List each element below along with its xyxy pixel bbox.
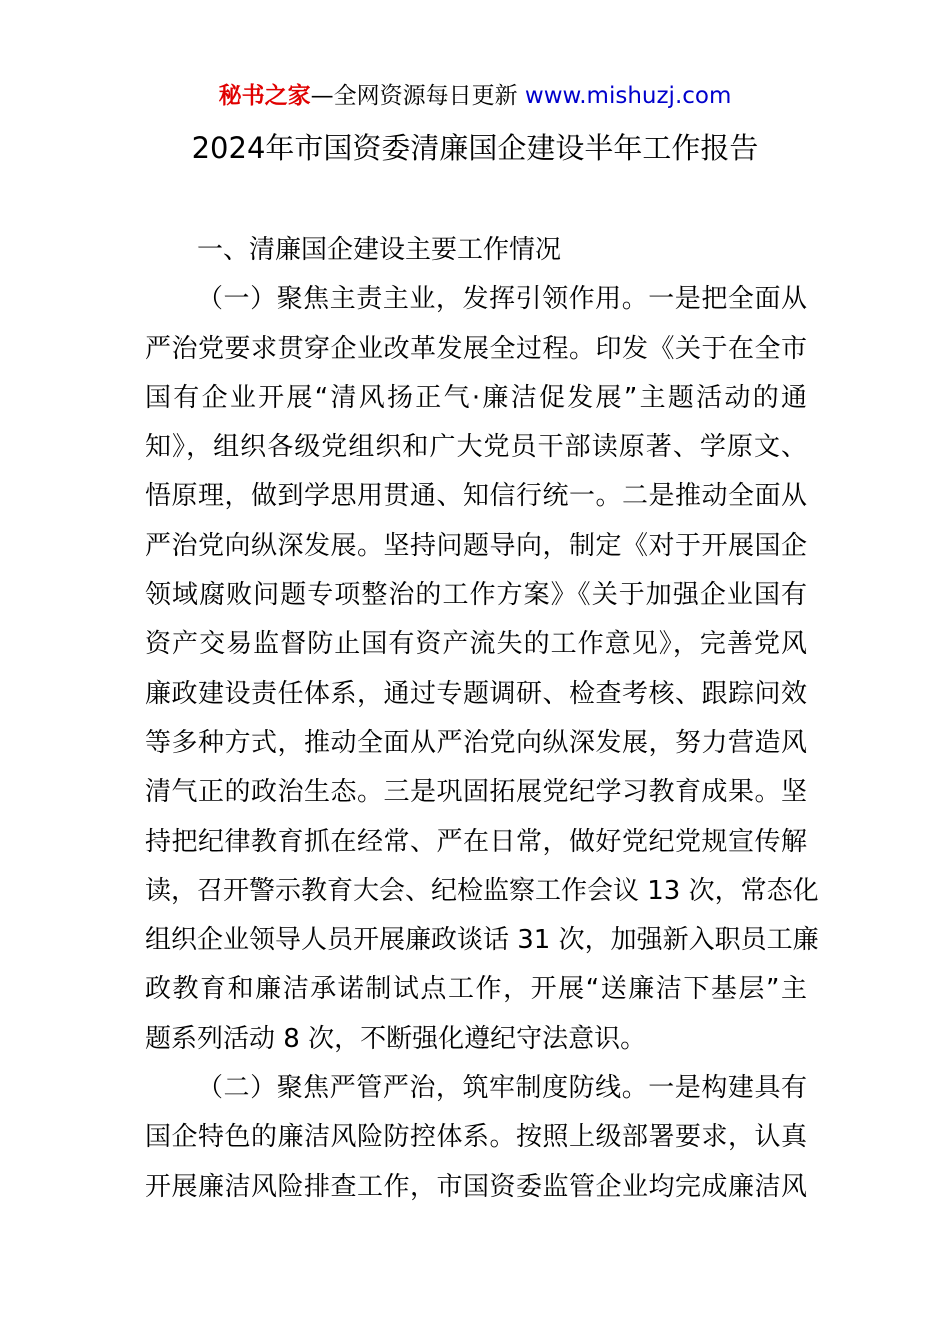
text-line: 等多种方式，推动全面从严治党向纵深发展，努力营造风 xyxy=(145,727,807,758)
text-line: 读，召开警示教育大会、纪检监察工作会议 13 次，常态化 xyxy=(145,875,819,906)
section-heading: 一、清廉国企建设主要工作情况 xyxy=(197,235,562,265)
document-body xyxy=(145,226,819,1212)
text-line: 清气正的政治生态。三是巩固拓展党纪学习教育成果。坚 xyxy=(145,777,807,808)
text-line: 组织企业领导人员开展廉政谈话 31 次，加强新入职员工廉 xyxy=(145,925,819,956)
document-title: 2024年市国资委清廉国企建设半年工作报告 xyxy=(191,131,759,165)
text-line: 严治党要求贯穿企业改革发展全过程。印发《关于在全市 xyxy=(145,333,807,364)
text-line: 政教育和廉洁承诺制试点工作，开展“送廉洁下基层”主 xyxy=(145,974,807,1005)
text-line: 资产交易监督防止国有资产流失的工作意见》，完善党风 xyxy=(145,629,807,660)
text-line: 廉政建设责任体系，通过专题调研、检查考核、跟踪问效 xyxy=(145,678,807,709)
site-url[interactable]: www.mishuzj.com xyxy=(524,83,732,109)
text-line: 国企特色的廉洁风险防控体系。按照上级部署要求，认真 xyxy=(145,1122,807,1153)
paragraph-1 xyxy=(145,275,819,1064)
paragraph-2 xyxy=(145,1064,807,1212)
text-line: 悟原理，做到学思用贯通、知信行统一。二是推动全面从 xyxy=(145,481,807,512)
text-line: 开展廉洁风险排查工作，市国资委监管企业均完成廉洁风 xyxy=(145,1171,807,1202)
site-tagline: —全网资源每日更新 xyxy=(310,83,518,109)
text-line: 国有企业开展“清风扬正气·廉洁促发展”主题活动的通 xyxy=(145,382,807,413)
text-line: 知》，组织各级党组织和广大党员干部读原著、学原文、 xyxy=(145,432,807,463)
text-line: 严治党向纵深发展。坚持问题导向，制定《对于开展国企 xyxy=(145,530,807,561)
site-banner xyxy=(0,80,950,112)
text-line: 题系列活动 8 次，不断强化遵纪守法意识。 xyxy=(145,1023,647,1054)
text-line: （一）聚焦主责主业，发挥引领作用。一是把全面从 xyxy=(197,284,807,315)
text-line: 持把纪律教育抓在经常、严在日常，做好党纪党规宣传解 xyxy=(145,826,807,857)
text-line: 领域腐败问题专项整治的工作方案》《关于加强企业国有 xyxy=(145,580,807,611)
site-brand: 秘书之家 xyxy=(218,83,311,109)
text-line: （二）聚焦严管严治，筑牢制度防线。一是构建具有 xyxy=(197,1073,807,1104)
